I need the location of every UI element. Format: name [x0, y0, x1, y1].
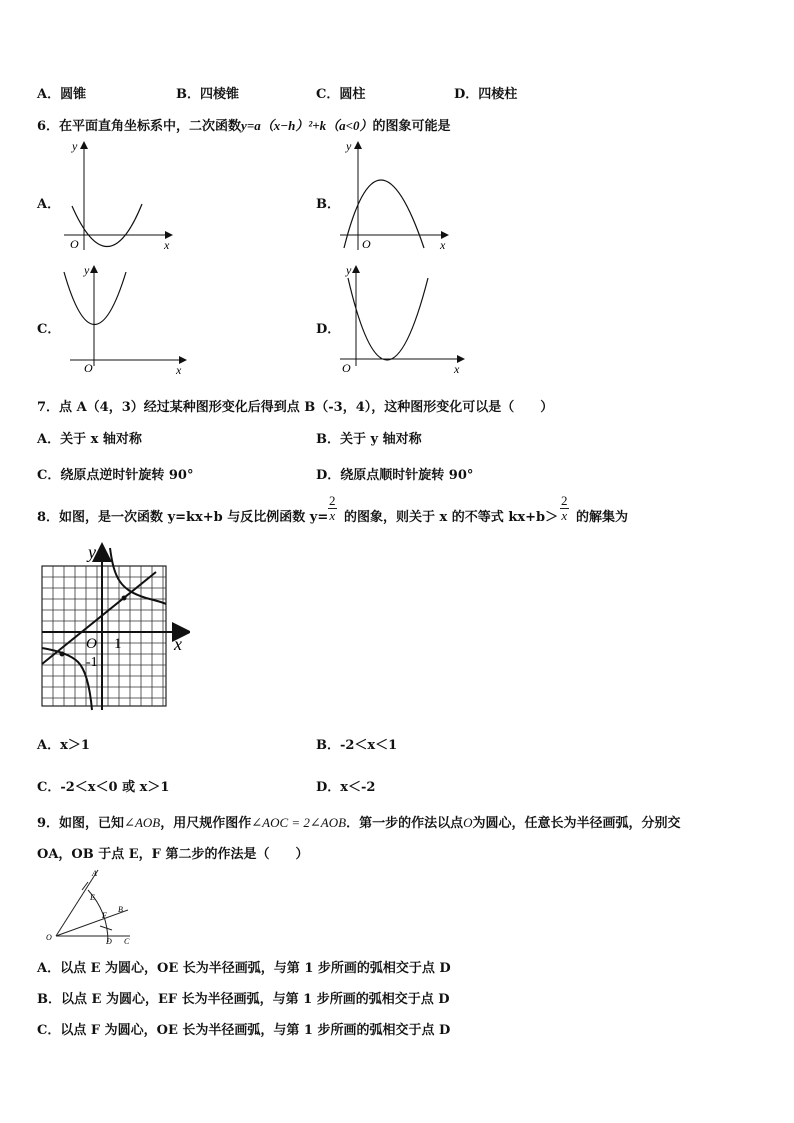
q9-stem-line2: OA，OB 于点 E，F 第二步的作法是（ ）: [37, 847, 309, 862]
tick-label-minus-1: -1: [86, 655, 98, 670]
q7-stem: 7．点 A（4，3）经过某种图形变化后得到点 B（-3，4），这种图形变化可以是（ ）: [37, 400, 554, 415]
q7-option-d: D．绕原点顺时针旋转 90°: [316, 468, 474, 483]
q6-option-c-label: C．: [37, 322, 61, 337]
q6-stem-prefix: 6．在平面直角坐标系中，二次函数: [37, 119, 242, 134]
q5-option-a: A．圆锥: [37, 87, 87, 102]
q6-stem-suffix: 的图象可能是: [372, 119, 451, 134]
parabola-upward: [348, 278, 428, 360]
label-f: F: [102, 911, 107, 920]
x-label: x: [440, 238, 446, 252]
arc-mark-e: [82, 882, 88, 890]
q6-option-b-label: B．: [316, 197, 340, 212]
q9-point-o: O: [463, 815, 473, 830]
q5-option-d: D．四棱柱: [454, 87, 518, 102]
q7-option-a: A．关于 x 轴对称: [37, 432, 142, 447]
frac-numerator: 2: [561, 493, 568, 508]
q8-stem-part3: 的解集为: [576, 510, 629, 525]
label-e: E: [90, 893, 95, 902]
y-label: y: [88, 542, 96, 562]
q8-stem-part1: 8．如图，是一次函数 y=kx+b 与反比例函数 y=: [37, 510, 329, 525]
x-label: x: [176, 363, 182, 377]
label-d: D: [106, 937, 112, 946]
q6-graph-d: [336, 262, 466, 377]
y-label: y: [346, 263, 352, 277]
label-a: A: [92, 869, 97, 878]
q8-graph: [38, 538, 190, 712]
q8-option-a: A．x＞1: [37, 738, 90, 753]
origin-label: O: [70, 237, 79, 251]
label-b: B: [118, 905, 123, 914]
q9-stem-part-c: ．第一步的作法以点: [346, 816, 464, 831]
linear-function-line: [42, 572, 156, 664]
x-label: x: [164, 238, 170, 252]
q8-option-b: B．-2＜x＜1: [316, 738, 398, 753]
q7-option-c: C．绕原点逆时针旋转 90°: [37, 468, 194, 483]
y-label: y: [72, 139, 78, 153]
origin-label: O: [86, 636, 97, 652]
q9-figure: [42, 866, 142, 946]
q9-option-c: C．以点 F 为圆心，OE 长为半径画弧，与第 1 步所画的弧相交于点 D: [37, 1023, 451, 1038]
origin-label: O: [84, 361, 93, 375]
q9-stem-part-b: ，用尺规作图作: [160, 816, 252, 831]
grid-lines: [42, 566, 166, 706]
q8-fraction-2: [560, 494, 569, 523]
frac-numerator: 2: [329, 493, 336, 508]
q9-angle-aoc: ∠AOC = 2∠AOB: [251, 815, 347, 830]
q6-option-d-label: D．: [316, 322, 341, 337]
label-c: C: [124, 937, 130, 946]
parabola-upward: [64, 272, 126, 325]
q9-option-a: A．以点 E 为圆心，OE 长为半径画弧，与第 1 步所画的弧相交于点 D: [37, 961, 451, 976]
intersection-point: [122, 596, 127, 601]
q5-option-c: C．圆柱: [316, 87, 366, 102]
q6-formula: y=a（x−h）²+k（a<0）: [241, 118, 373, 133]
x-label: x: [454, 362, 460, 376]
y-label: y: [84, 263, 90, 277]
q8-stem-part2: 的图象，则关于 x 的不等式 kx+b＞: [344, 510, 559, 525]
arc-mark-f: [100, 926, 112, 930]
tick-label-1: 1: [114, 636, 122, 652]
frac-denominator: x: [329, 508, 336, 523]
q9-stem-part-d: 为圆心，任意长为半径画弧，分别交: [472, 816, 681, 831]
intersection-point: [60, 652, 65, 657]
q9-option-b: B．以点 E 为圆心，EF 长为半径画弧，与第 1 步所画的弧相交于点 D: [37, 992, 450, 1007]
q8-fraction-1: [328, 494, 337, 523]
q9-stem-part-a: 9．如图，已知: [37, 816, 125, 831]
origin-label: O: [342, 361, 351, 375]
q6-option-a-label: A．: [37, 197, 61, 212]
q6-graph-b: [336, 138, 456, 253]
ray-oa: [56, 870, 98, 936]
y-label: y: [346, 139, 352, 153]
q6-graph-a: [60, 138, 180, 253]
label-o: O: [46, 933, 52, 942]
parabola-upward: [72, 204, 142, 247]
q6-graph-c: [58, 262, 188, 377]
q8-option-c: C．-2＜x＜0 或 x＞1: [37, 780, 170, 795]
q8-option-d: D．x＜-2: [316, 780, 376, 795]
origin-label: O: [362, 237, 371, 251]
q7-option-b: B．关于 y 轴对称: [316, 432, 422, 447]
x-label: x: [174, 634, 182, 654]
hyperbola-branch-q1: [110, 548, 166, 604]
q6-stem: [37, 115, 451, 134]
grid-border: [42, 566, 166, 706]
parabola-downward: [344, 180, 424, 248]
frac-denominator: x: [561, 508, 568, 523]
q9-stem-line1: [37, 812, 680, 831]
q5-option-b: B．四棱锥: [176, 87, 239, 102]
q9-angle-aob: ∠AOB: [124, 815, 161, 830]
